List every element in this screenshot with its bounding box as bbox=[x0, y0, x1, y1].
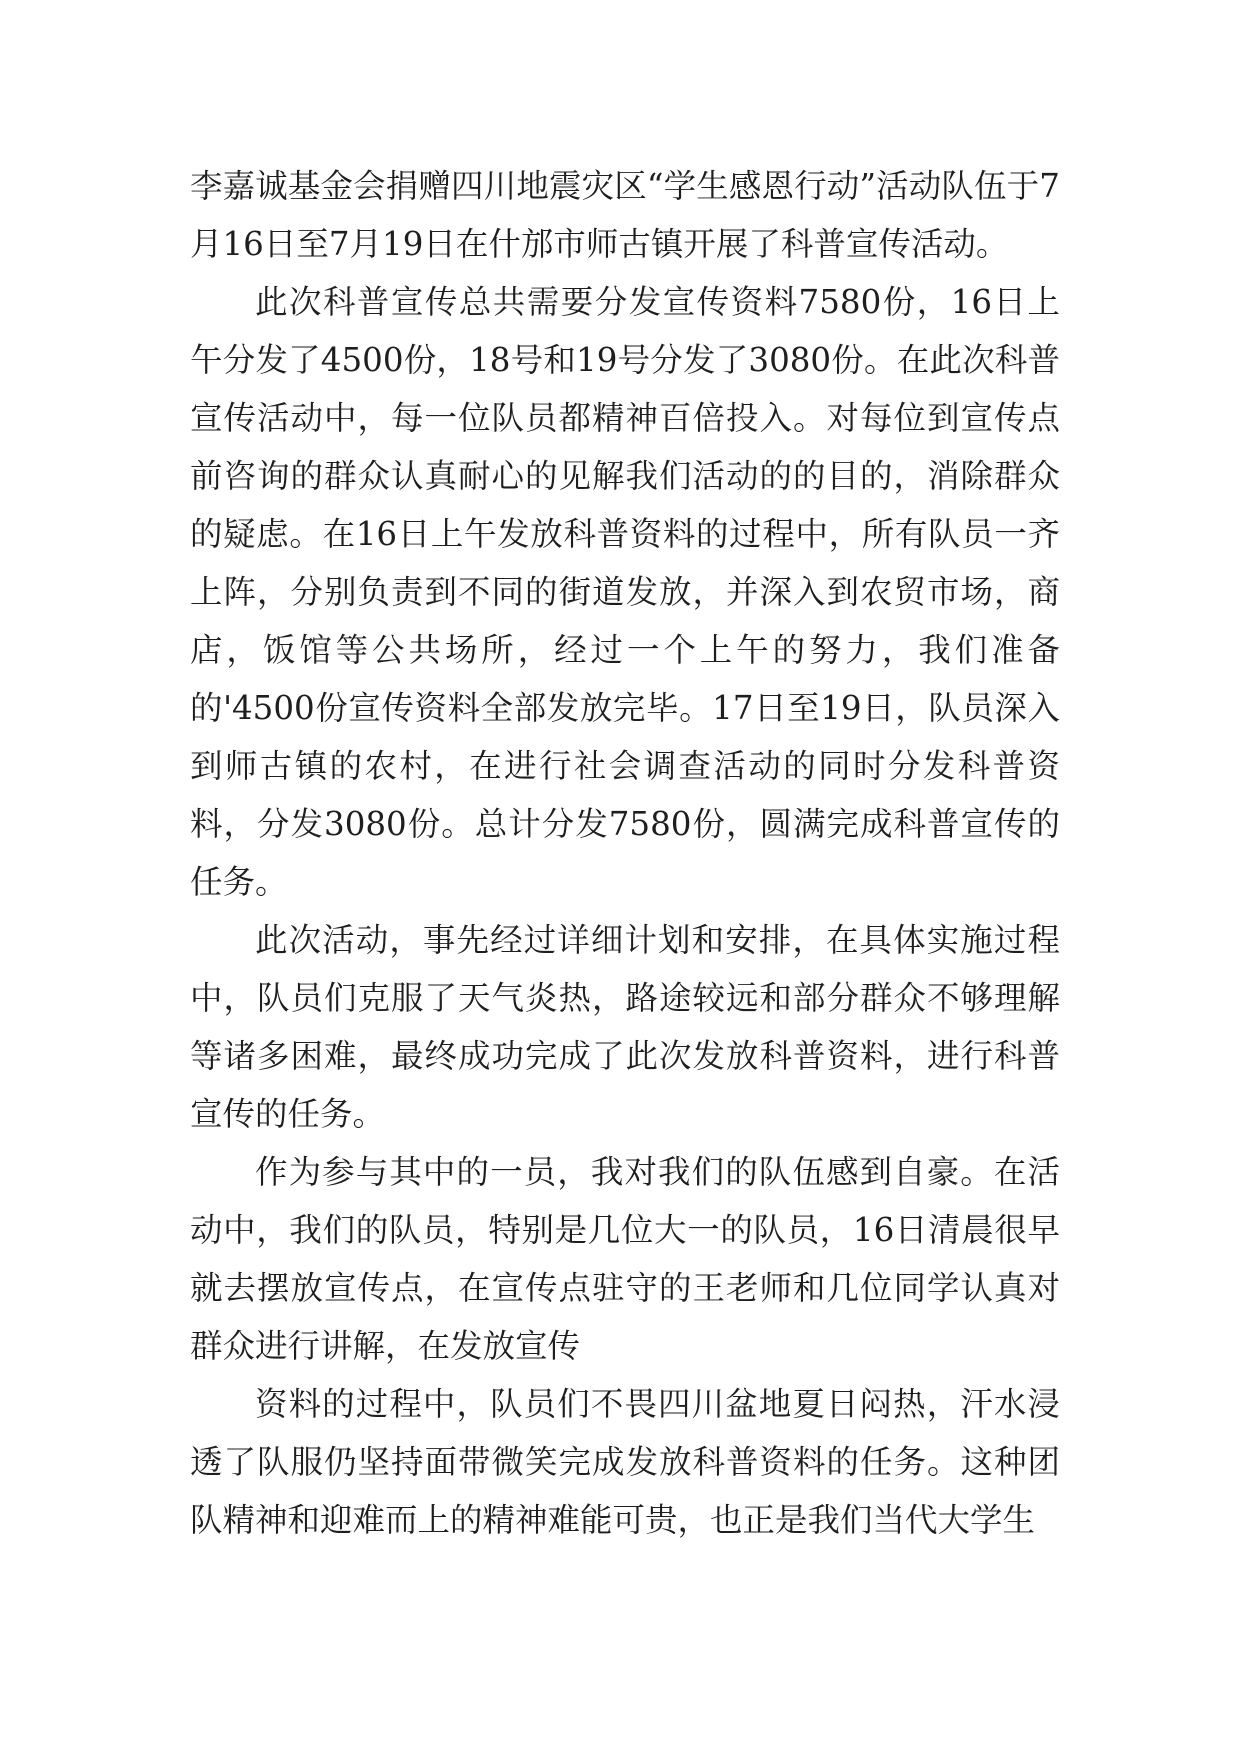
paragraph-pride: 作为参与其中的一员，我对我们的队伍感到自豪。在活动中，我们的队员，特别是几位大一的队员，16日清晨很早就去摆放宣传点，在宣传点驻守的王老师和几位同学认真对群众进行讲解，在发放宣传 bbox=[190, 1153, 1060, 1365]
paragraph-planning: 此次活动，事先经过详细计划和安排，在具体实施过程中，队员们克服了天气炎热，路途较远和部分群众不够理解等诸多困难，最终成功完成了此次发放科普资料，进行科普宣传的任务。 bbox=[190, 921, 1060, 1133]
paragraph-distribution: 此次科普宣传总共需要分发宣传资料7580份，16日上午分发了4500份，18号和19号分发了3080份。在此次科普宣传活动中，每一位队员都精神百倍投入。对每位到宣传点前咨询的群众认真耐心的见解我们活动的的目的，消除群众的疑虑。在16日上午发放科普资料的过程中，所有队员一齐上阵，分别负责到不同的街道发放，并深入到农贸市场，商店，饭馆等公共场所，经过一个上午的努力，我们准备的'4500份宣传资料全部发放完毕。17日至19日，队员深入到师古镇的农村，在进行社会调查活动的同时分发科普资料，分发3080份。总计分发7580份，圆满完成科普宣传的任务。 bbox=[190, 283, 1060, 901]
paragraph-team-spirit: 资料的过程中，队员们不畏四川盆地夏日闷热，汗水浸透了队服仍坚持面带微笑完成发放科普资料的任务。这种团队精神和迎难而上的精神难能可贵，也正是我们当代大学生 bbox=[190, 1385, 1060, 1539]
paragraph-intro: 李嘉诚基金会捐赠四川地震灾区“学生感恩行动”活动队伍于7月16日至7月19日在什邡市师古镇开展了科普宣传活动。 bbox=[190, 167, 1060, 263]
document-body bbox=[190, 157, 1060, 1549]
